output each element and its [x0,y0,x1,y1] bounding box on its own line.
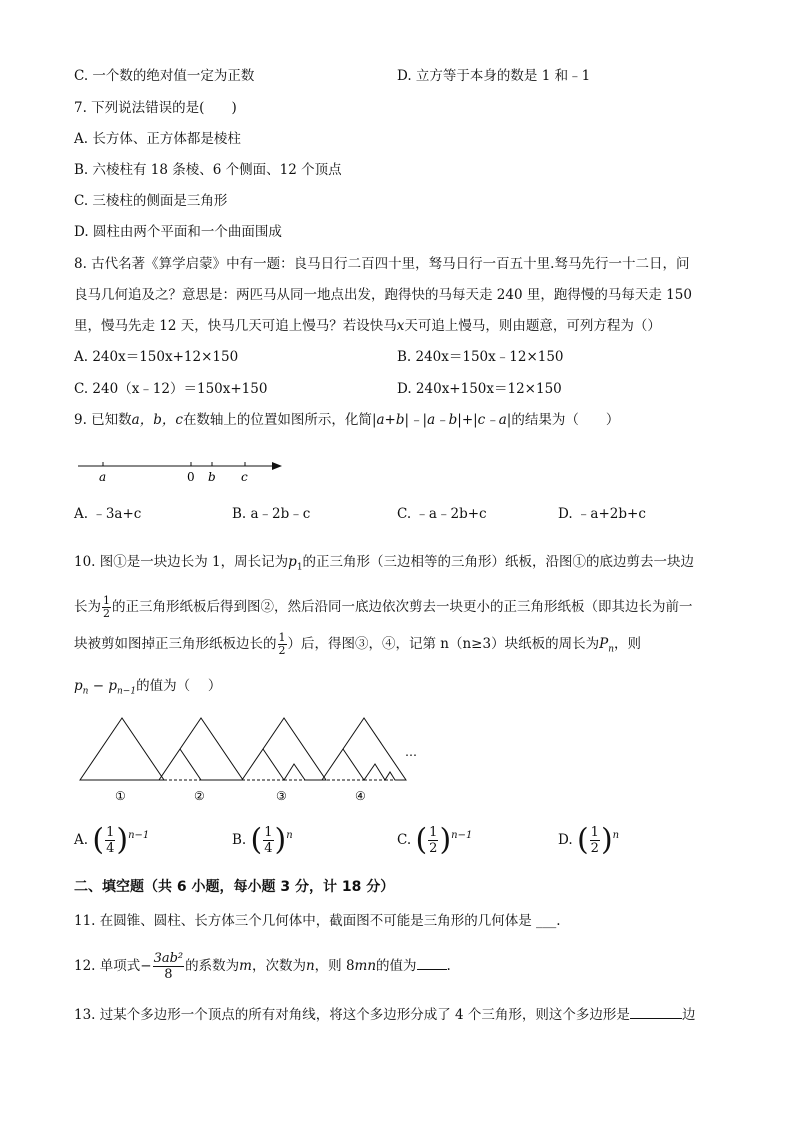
label-b: b [208,470,216,484]
q9-option-b: B. a﹣2b﹣c [232,506,311,522]
q8-option-a: A. 240x＝150x+12×150 [74,349,239,365]
label-zero: 0 [187,470,195,484]
number-line-arrow [272,462,282,470]
q8-line-2: 良马几何追及之？意思是：两匹马从同一地点出发，跑得快的马每天走 240 里，跑得慢的马每天走 150 [74,287,692,303]
q10-option-b: B. ( $\frac{1}{4}$ )$^n$ [232,822,293,858]
q7-option-c: C. 三棱柱的侧面是三角形 [74,193,228,209]
figure-label-3: ③ [276,789,287,803]
q7-stem: 7. 下列说法错误的是( ) [74,100,237,116]
fraction-one-half: $\frac{1}{2}$ [278,631,286,657]
q10-line-4: $p_n - p_{n-1}$的值为（ ） [74,678,222,697]
number-line-figure [70,452,290,488]
q7-option-a: A. 长方体、正方体都是棱柱 [74,131,241,147]
q9-stem: 9. 已知数a，b，c在数轴上的位置如图所示，化简|a+b|﹣|a﹣b|+|c﹣a|的结果为（ ） [74,412,620,428]
q12-answer-blank[interactable] [417,955,447,970]
figure-label-2: ② [194,789,205,803]
q10-line-1: 10. 图①是一块边长为 1，周长记为$p_1$的正三角形（三边相等的三角形）纸板，沿图①的底边剪去一块边 [74,554,695,573]
label-a: a [99,470,107,484]
q9-option-a: A. ﹣3a+c [74,506,142,522]
q11-text: 11. 在圆锥、圆柱、长方体三个几何体中，截面图不可能是三角形的几何体是 ___. [74,913,561,929]
figure-2 [159,718,243,780]
q8-option-d: D. 240x+150x＝12×150 [397,381,562,397]
q9-option-d: D. ﹣a+2b+c [558,506,646,522]
q10-line-2: 长为 $\frac{1}{2}$ 的正三角形纸板后得到图②，然后沿同一底边依次剪去一块更小的正三角形纸板（即其边长为前一 [74,594,693,620]
fraction-one-half: $\frac{1}{2}$ [103,594,110,620]
q12-fraction: $\frac{\text{3ab²}}{8}$ [153,951,184,982]
q8-line-1: 8. 古代名著《算学启蒙》中有一题：良马日行二百四十里，驽马日行一百五十里.驽马先行一十二日，问 [74,256,690,272]
figure-label-1: ① [115,789,126,803]
figure-4 [322,718,406,780]
q9-option-c: C. ﹣a﹣2b+c [397,506,487,522]
q7-option-b: B. 六棱柱有 18 条棱、6 个侧面、12 个顶点 [74,162,342,178]
q12-text: 12. 单项式− $\frac{\text{3ab²}}{8}$ 的系数为m，次数为n，则 8mn的值为 . [74,951,451,982]
figure-label-4: ④ [355,789,366,803]
q10-option-c: C. ( $\frac{1}{2}$ )$^{n-1}$ [397,822,473,858]
figure-1 [80,718,164,780]
q13-answer-blank[interactable] [630,1004,682,1019]
q7-option-d: D. 圆柱由两个平面和一个曲面围成 [74,224,282,240]
q10-line-3: 块被剪如图掉正三角形纸板边长的 $\frac{1}{2}$ ）后，得图③，④，记第 n（n≥3）块纸板的周长为$P_n$，则 [74,631,641,657]
section-heading-fill-in: 二、填空题（共 6 小题，每小题 3 分，计 18 分） [74,879,395,895]
triangle-figures [70,712,430,804]
q13-text: 13. 过某个多边形一个顶点的所有对角线，将这个多边形分成了 4 个三角形，则这个多边形是 边 [74,1004,695,1024]
q8-line-3: 里，慢马先走 12 天，快马几天可追上慢马？若设快马x天可追上慢马，则由题意，可列方程为（） [74,318,661,334]
q10-option-a: A. ( $\frac{1}{4}$ )$^{n-1}$ [74,822,150,858]
figure-3 [242,718,326,780]
q8-option-b: B. 240x＝150x﹣12×150 [397,349,564,365]
figure-ellipsis: … [405,745,417,759]
label-c: c [241,470,248,484]
q8-option-c: C. 240（x﹣12）＝150x+150 [74,381,268,397]
q10-option-d: D. ( $\frac{1}{2}$ )$^n$ [558,822,620,858]
q6-option-d: D. 立方等于本身的数是 1 和﹣1 [397,68,591,84]
q6-option-c: C. 一个数的绝对值一定为正数 [74,68,255,84]
